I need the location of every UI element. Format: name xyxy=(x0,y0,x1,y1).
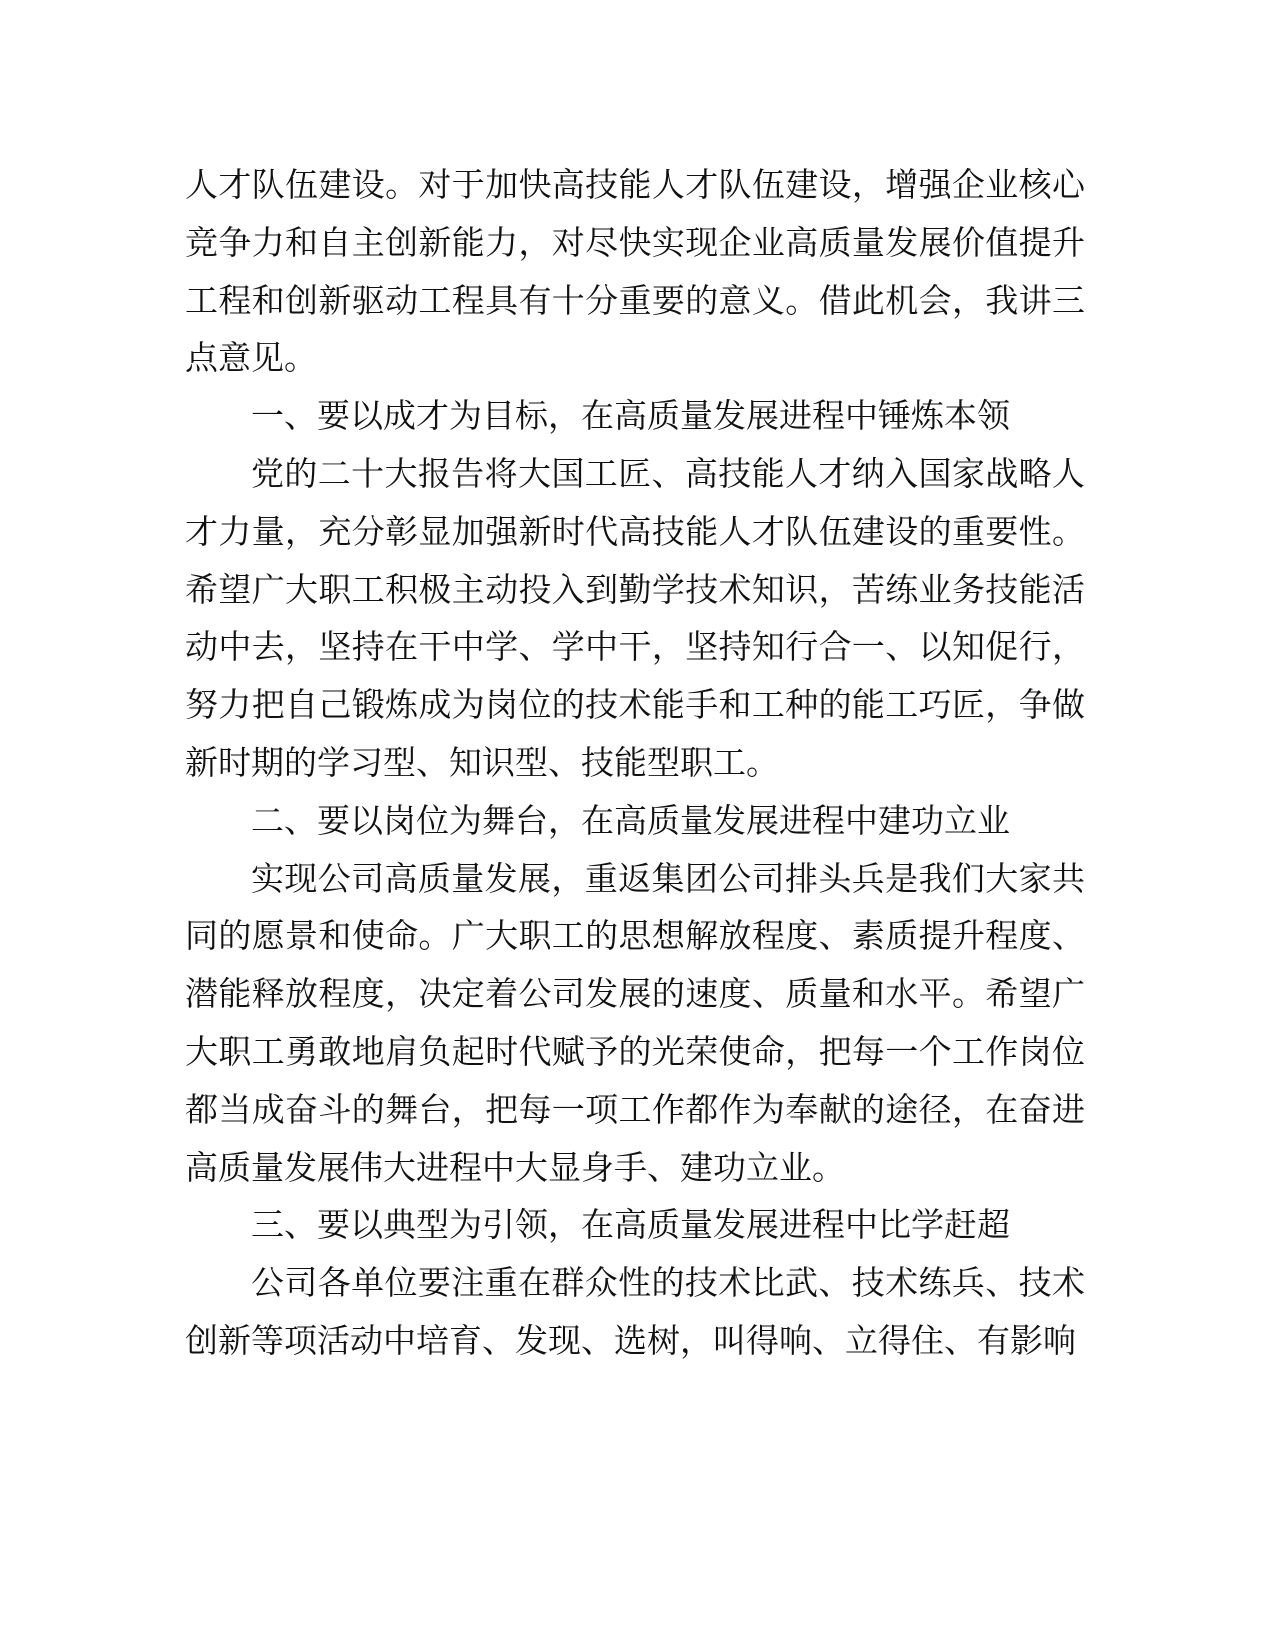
paragraph-section-1: 党的二十大报告将大国工匠、高技能人才纳入国家战略人才力量，充分彰显加强新时代高技能人才队伍建设的重要性。希望广大职工积极主动投入到勤学技术知识，苦练业务技能活动中去，坚持在干中学、学中干，坚持知行合一、以知促行，努力把自己锻炼成为岗位的技术能手和工种的能工巧匠，争做新时期的学习型、知识型、技能型职工。 xyxy=(185,453,1085,782)
paragraph-section-2: 实现公司高质量发展，重返集团公司排头兵是我们大家共同的愿景和使命。广大职工的思想解放程度、素质提升程度、潜能释放程度，决定着公司发展的速度、质量和水平。希望广大职工勇敢地肩负起时代赋予的光荣使命，把每一个工作岗位都当成奋斗的舞台，把每一项工作都作为奉献的途径，在奋进高质量发展伟大进程中大显身手、建功立业。 xyxy=(185,858,1085,1187)
document-body xyxy=(185,156,1085,1370)
section-heading-3: 三、要以典型为引领，在高质量发展进程中比学赶超 xyxy=(251,1205,1010,1245)
paragraph-section-3: 公司各单位要注重在群众性的技术比武、技术练兵、技术创新等项活动中培育、发现、选树，叫得响、立得住、有影响 xyxy=(185,1263,1085,1360)
section-heading-1: 一、要以成才为目标，在高质量发展进程中锤炼本领 xyxy=(251,396,1010,436)
section-heading-2: 二、要以岗位为舞台，在高质量发展进程中建功立业 xyxy=(251,800,1010,840)
paragraph-intro: 人才队伍建设。对于加快高技能人才队伍建设，增强企业核心竞争力和自主创新能力，对尽快实现企业高质量发展价值提升工程和创新驱动工程具有十分重要的意义。借此机会，我讲三点意见。 xyxy=(185,165,1085,378)
